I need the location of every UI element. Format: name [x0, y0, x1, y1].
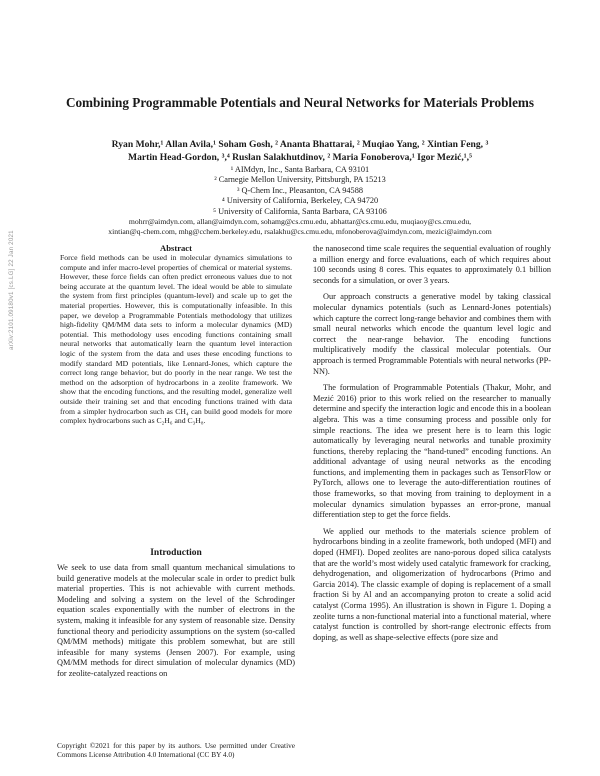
body-paragraph: We applied our methods to the materials science problem of hydrocarbons binding in a zeolite framework, both undoped (MFI) and doped (HMFI). Doped zeolites are nano-porous doped silica catalysts that are the world’s most widely used catalytic framework for cracking, dehydrogenation, and oligomerization of hydrocarbons (Primo and Garcia 2014). The classic example of doping is replacement of a small fraction Si by Al and an accompanying proton to create a solid acid catalyst (Corma 1995). An illustration is shown in Figure 1. Doping a zeolite turns a non-functional material into a functional material, where catalyst function is controlled by short-range electronic effects from doping, as well as shape-selective effects (pore size and	[313, 526, 551, 642]
author-list	[50, 139, 550, 164]
affiliation: ¹ AIMdyn, Inc., Santa Barbara, CA 93101	[230, 165, 370, 174]
emails-line: mohrr@aimdyn.com, allan@aimdyn.com, sohamg@cs.cmu.edu, abhattar@cs.cmu.edu, muqiaoy@cs.cmu.edu,	[128, 217, 472, 226]
copyright-notice: Copyright ©2021 for this paper by its authors. Use permitted under Creative Commons License Attribution 4.0 International (CC BY 4.0)	[57, 741, 295, 760]
affiliation: ² Carnegie Mellon University, Pittsburgh, PA 15213	[214, 175, 386, 185]
affiliation: ³ Q-Chem Inc., Pleasanton, CA 94588	[236, 185, 363, 195]
affiliation-list	[100, 165, 500, 217]
emails-line: xintian@q-chem.com, mhg@cchem.berkeley.edu, rsalakhu@cs.cmu.edu, mfonoberova@aimdyn.com, mezici@aimdyn.com	[108, 227, 492, 237]
right-column	[313, 244, 551, 643]
introduction-text: We seek to use data from small quantum mechanical simulations to build generative models at the molecular scale in order to predict bulk material properties. This is not achievable with current methods. Modeling and solving a system on the level of the Schrodinger equation scales exponentially with the number of electrons in the system, making it infeasible for any system of reasonable size. Density functional theory and periodicity assumptions on the system (so-called QM/MM methods) mitigate this problem somewhat, but are still infeasible for many systems (Jensen 2007). For example, using QM/MM methods for direct simulation of molecular dynamics (MD) for zeolite-catalyzed reactions on	[57, 563, 295, 678]
authors-line: Ryan Mohr,¹ Allan Avila,¹ Soham Gosh, ² Ananta Bhattarai, ² Muqiao Yang, ² Xintian Feng, ³	[111, 139, 489, 150]
body-paragraph: Our approach constructs a generative model by taking classical molecular dynamics potentials (such as Lennard-Jones potentials) which capture the correct long-range behavior and combines them with small neural networks which encode the quantum level logic and correct the near-range behavior. The encoding functions multiplicatively modify the classical molecular potentials. Our approach is termed Programmable Potentials with neural networks (PP-NN).	[313, 292, 551, 376]
introduction-heading: Introduction	[150, 548, 202, 558]
paper-title: Combining Programmable Potentials and Neural Networks for Materials Problems	[65, 95, 535, 110]
abstract-text: Force field methods can be used in molecular dynamics simulations to compute and infer macro-level properties of chemical or material systems. However, these force fields can often predict erroneous values due to not being accurate at the quantum level. The ideal would be able to simulate the system from first principles (quantum-level) and scale up to get the material properties. However, this is computationally infeasible. In this paper, we develop a Programmable Potentials methodology that utilizes high-fidelity QM/MM data sets to inform a molecular dynamics (MD) potential. This methodology uses encoding functions containing small neural networks that automatically learn the quantum level interaction logic of the system from the data and uses these encoding functions to modify standard MD potentials, like Lennard-Jones, which capture the correct long range behavior, but do poorly in the near range. We test the method on the adsorption of hydrocarbons in a zeolite framework. We show that the encoding functions, and the resulting model, generalize well outside their training set and that encoding functions trained with data from a simpler hydrocarbon such as CH₄ can build good models for more complex hydrocarbons such as C₂H₆ and C₃H₈.	[60, 253, 292, 426]
affiliation: ⁵ University of California, Santa Barbara, CA 93106	[213, 206, 387, 216]
abstract-heading: Abstract	[160, 243, 192, 253]
affiliation: ⁴ University of California, Berkeley, CA 94720	[221, 196, 379, 206]
authors-line: Martin Head-Gordon, ³,⁴ Ruslan Salakhutdinov, ² Maria Fonoberova,¹ Igor Mezić,¹,⁵	[128, 151, 472, 163]
body-paragraph: the nanosecond time scale requires the sequential evaluation of roughly a million energy and force evaluations, each of which requires about 100 seconds using 8 cores. This equates to approximately 0.1 billion seconds for a simulation, or over 3 years.	[313, 244, 551, 285]
author-emails	[40, 217, 560, 237]
arxiv-identifier: arXiv:2101.09180v1 [cs.LG] 22 Jan 2021	[8, 230, 15, 350]
body-paragraph: The formulation of Programmable Potentials (Thakur, Mohr, and Mezić 2016) prior to this work relied on the researcher to manually determine and specify the interaction logic and encode this in a boolean algebra. This was a time consuming process and possible only for simple reactions. The idea we present here is to learn this logic automatically by leveraging neural networks and tunable proximity functions, thereby replacing the “hand-tuned” encoding functions. An additional advantage of using neural networks as the encoding functions, and implementing them in packages such as TensorFlow or PyTorch, allows one to leverage the auto-differentiation routines of those frameworks, so that moving from training to deployment in a molecular dynamics simulation bypasses an error-prone, manual differentiation step to get the force fields.	[313, 383, 551, 520]
